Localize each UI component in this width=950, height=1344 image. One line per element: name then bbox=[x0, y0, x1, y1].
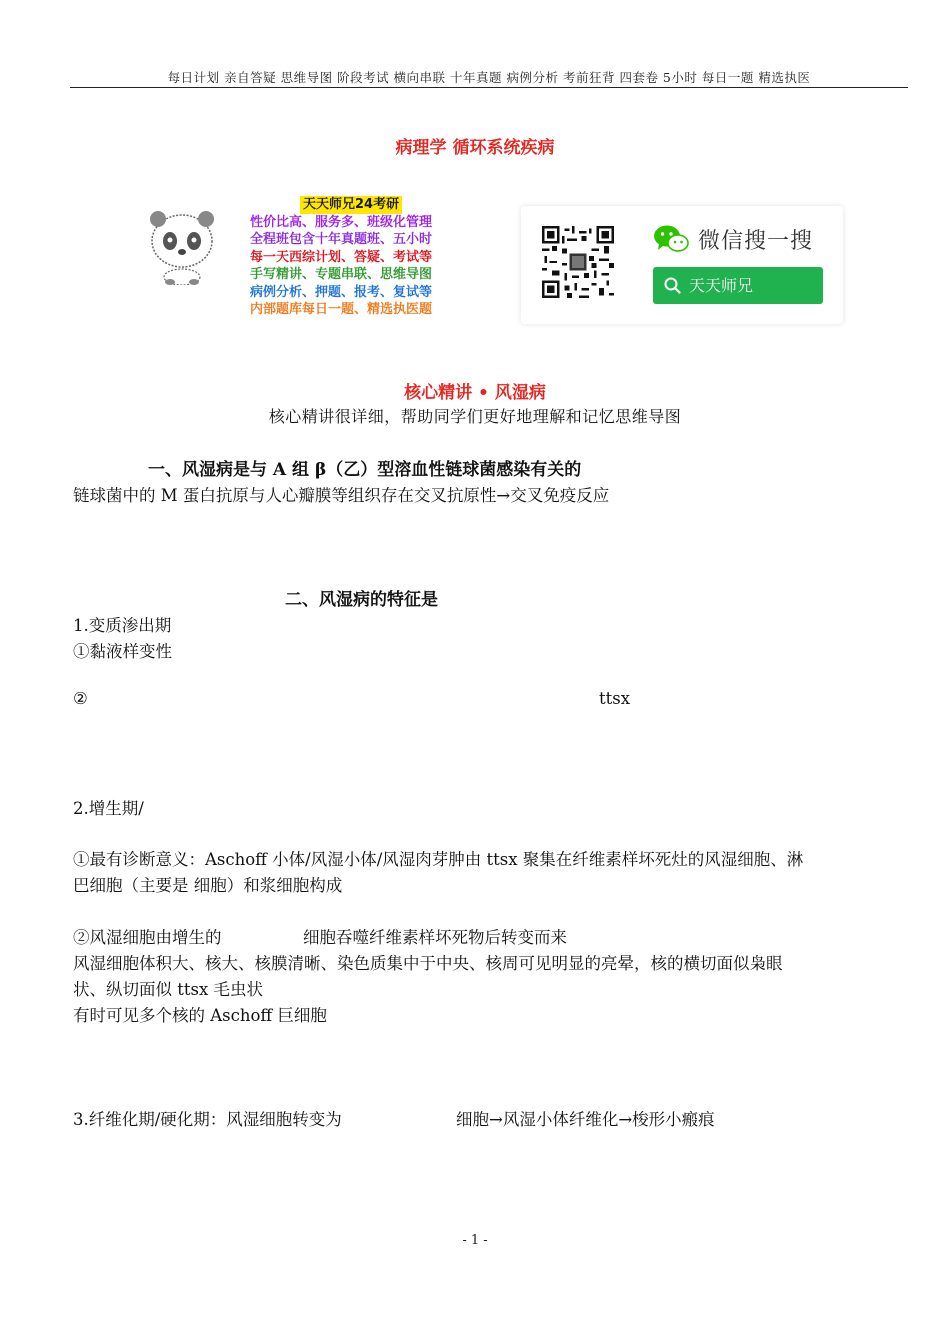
header-divider bbox=[70, 87, 908, 88]
wechat-search-title: 微信搜一搜 bbox=[698, 229, 814, 254]
heading-2: 二、风湿病的特征是 bbox=[285, 590, 438, 610]
document-title: 病理学 循环系统疾病 bbox=[395, 138, 555, 158]
wechat-search-button[interactable] bbox=[653, 267, 823, 304]
stage-2-item-2-part-1: ②风湿细胞由增生的 bbox=[73, 928, 222, 947]
stage-3-part-2: 细胞→风湿小体纤维化→梭形小瘢痕 bbox=[456, 1110, 715, 1129]
promo-line: 性价比高、服务多、班级化管理 bbox=[250, 214, 433, 230]
promo-heading: 天天师兄24考研 bbox=[300, 196, 402, 214]
promo-text-block bbox=[250, 196, 460, 319]
promo-line: 手写精讲、专题串联、思维导图 bbox=[250, 267, 433, 282]
promo-line: 内部题库每日一题、精选执医题 bbox=[250, 302, 433, 317]
stage-2-item-2-part-2: 细胞吞噬纤维素样坏死物后转变而来 bbox=[303, 928, 567, 947]
stage-2-item-1-line-2: 巴细胞（主要是 细胞）和浆细胞构成 bbox=[73, 876, 343, 895]
stage-2-item-1-line-1: ①最有诊断意义：Aschoff 小体/风湿小体/风湿肉芽肿由 ttsx 聚集在纤维素样坏死灶的风湿细胞、淋 bbox=[73, 850, 804, 869]
section-subtitle: 核心精讲很详细，帮助同学们更好地理解和记忆思维导图 bbox=[268, 407, 682, 426]
promo-line: 病例分析、押题、报考、复试等 bbox=[250, 284, 433, 300]
stage-2-item-4: 有时可见多个核的 Aschoff 巨细胞 bbox=[73, 1006, 327, 1025]
stage-1-item-2-note: ttsx bbox=[599, 689, 631, 708]
paragraph-cross-reaction: 链球菌中的 M 蛋白抗原与人心瓣膜等组织存在交叉抗原性→交叉免疫反应 bbox=[73, 486, 610, 505]
wechat-search-query: 天天师兄 bbox=[689, 276, 754, 295]
stage-2-item-3-line-2: 状、纵切面似 ttsx 毛虫状 bbox=[73, 980, 264, 999]
header-banner: 每日计划 亲自答疑 思维导图 阶段考试 横向串联 十年真题 病例分析 考前狂背 四套卷 5小时 每日一题 精选执医 bbox=[167, 70, 811, 85]
stage-3-part-1: 3.纤维化期/硬化期：风湿细胞转变为 bbox=[73, 1110, 342, 1129]
qr-code-icon bbox=[542, 226, 614, 298]
panda-mascot-icon bbox=[140, 205, 225, 285]
stage-1-item-1: ①黏液样变性 bbox=[73, 642, 172, 661]
promo-line: 每一天西综计划、答疑、考试等 bbox=[250, 249, 433, 265]
page-number: - 1 - bbox=[462, 1233, 488, 1248]
stage-1-title: 1.变质渗出期 bbox=[73, 616, 172, 635]
stage-2-title: 2.增生期/ bbox=[73, 799, 144, 818]
wechat-logo-icon bbox=[653, 224, 689, 254]
section-title: 核心精讲 • 风湿病 bbox=[404, 383, 546, 403]
stage-1-item-2: ② bbox=[73, 689, 88, 708]
stage-2-item-3-line-1: 风湿细胞体积大、核大、核膜清晰、染色质集中于中央、核周可见明显的亮晕，核的横切面似枭眼 bbox=[73, 954, 783, 973]
search-icon bbox=[664, 277, 681, 294]
promo-line: 全程班包含十年真题班、五小时 bbox=[250, 232, 433, 247]
heading-1: 一、风湿病是与 A 组 β（乙）型溶血性链球菌感染有关的 bbox=[148, 460, 582, 480]
